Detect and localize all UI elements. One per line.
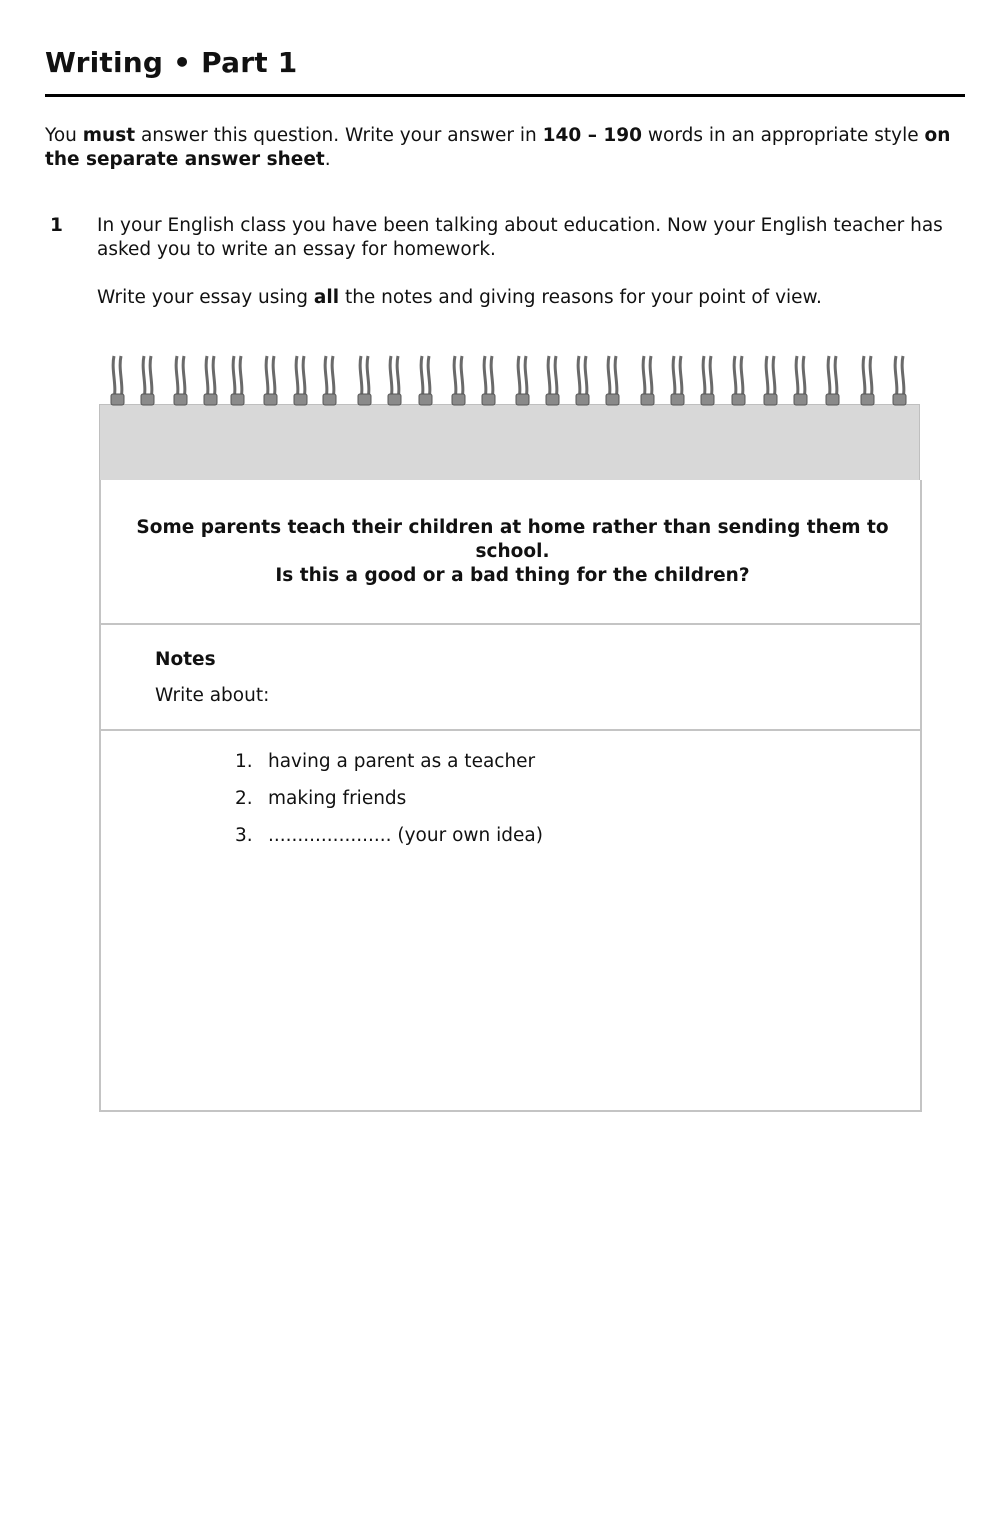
spiral-ring-icon <box>111 356 124 405</box>
spiral-ring-icon <box>323 356 336 405</box>
spiral-binding-icon <box>99 350 920 414</box>
spiral-ring-icon <box>794 356 807 405</box>
notes-item-1: 1. having a parent as a teacher <box>235 751 536 772</box>
spiral-ring-icon <box>861 356 874 405</box>
spiral-ring-icon <box>141 356 154 405</box>
spiral-ring-icon <box>294 356 307 405</box>
notepad <box>99 350 920 1113</box>
notepad-header <box>99 404 920 483</box>
spiral-ring-icon <box>641 356 654 405</box>
spiral-ring-icon <box>546 356 559 405</box>
spiral-ring-icon <box>606 356 619 405</box>
spiral-ring-icon <box>388 356 401 405</box>
question-subtext: Write your essay using all the notes and giving reasons for your point of view. <box>97 287 822 308</box>
spiral-ring-icon <box>732 356 745 405</box>
spiral-ring-icon <box>482 356 495 405</box>
title-divider <box>45 94 965 97</box>
notes-section <box>101 625 920 731</box>
essay-question-line-1: Some parents teach their children at home rather than sending them to school. <box>136 517 889 562</box>
spiral-ring-icon <box>764 356 777 405</box>
spiral-ring-icon <box>264 356 277 405</box>
notes-item-3: 3. ..................... (your own idea) <box>235 825 543 846</box>
spiral-ring-icon <box>893 356 906 405</box>
instructions: You must answer this question. Write your answer in 140 – 190 words in an appropriate style on the separate answer sheet. <box>45 125 951 170</box>
spiral-ring-icon <box>671 356 684 405</box>
spiral-ring-icon <box>358 356 371 405</box>
notepad-body <box>99 480 922 1112</box>
spiral-ring-icon <box>826 356 839 405</box>
essay-question-section <box>101 480 920 625</box>
essay-question-line-2: Is this a good or a bad thing for the children? <box>275 565 750 586</box>
spiral-ring-icon <box>419 356 432 405</box>
notes-intro: Write about: <box>155 685 270 706</box>
spiral-ring-icon <box>576 356 589 405</box>
spiral-ring-icon <box>452 356 465 405</box>
notes-item-2: 2. making friends <box>235 788 407 809</box>
question-number: 1 <box>50 215 63 236</box>
notes-heading: Notes <box>155 649 216 670</box>
spiral-ring-icon <box>204 356 217 405</box>
page-title: Writing • Part 1 <box>45 46 298 79</box>
spiral-ring-icon <box>174 356 187 405</box>
essay-question <box>101 516 924 588</box>
spiral-ring-icon <box>231 356 244 405</box>
spiral-ring-icon <box>516 356 529 405</box>
question-text: In your English class you have been talking about education. Now your English teacher has asked you to write an essay for homework. <box>97 215 943 260</box>
spiral-ring-icon <box>701 356 714 405</box>
